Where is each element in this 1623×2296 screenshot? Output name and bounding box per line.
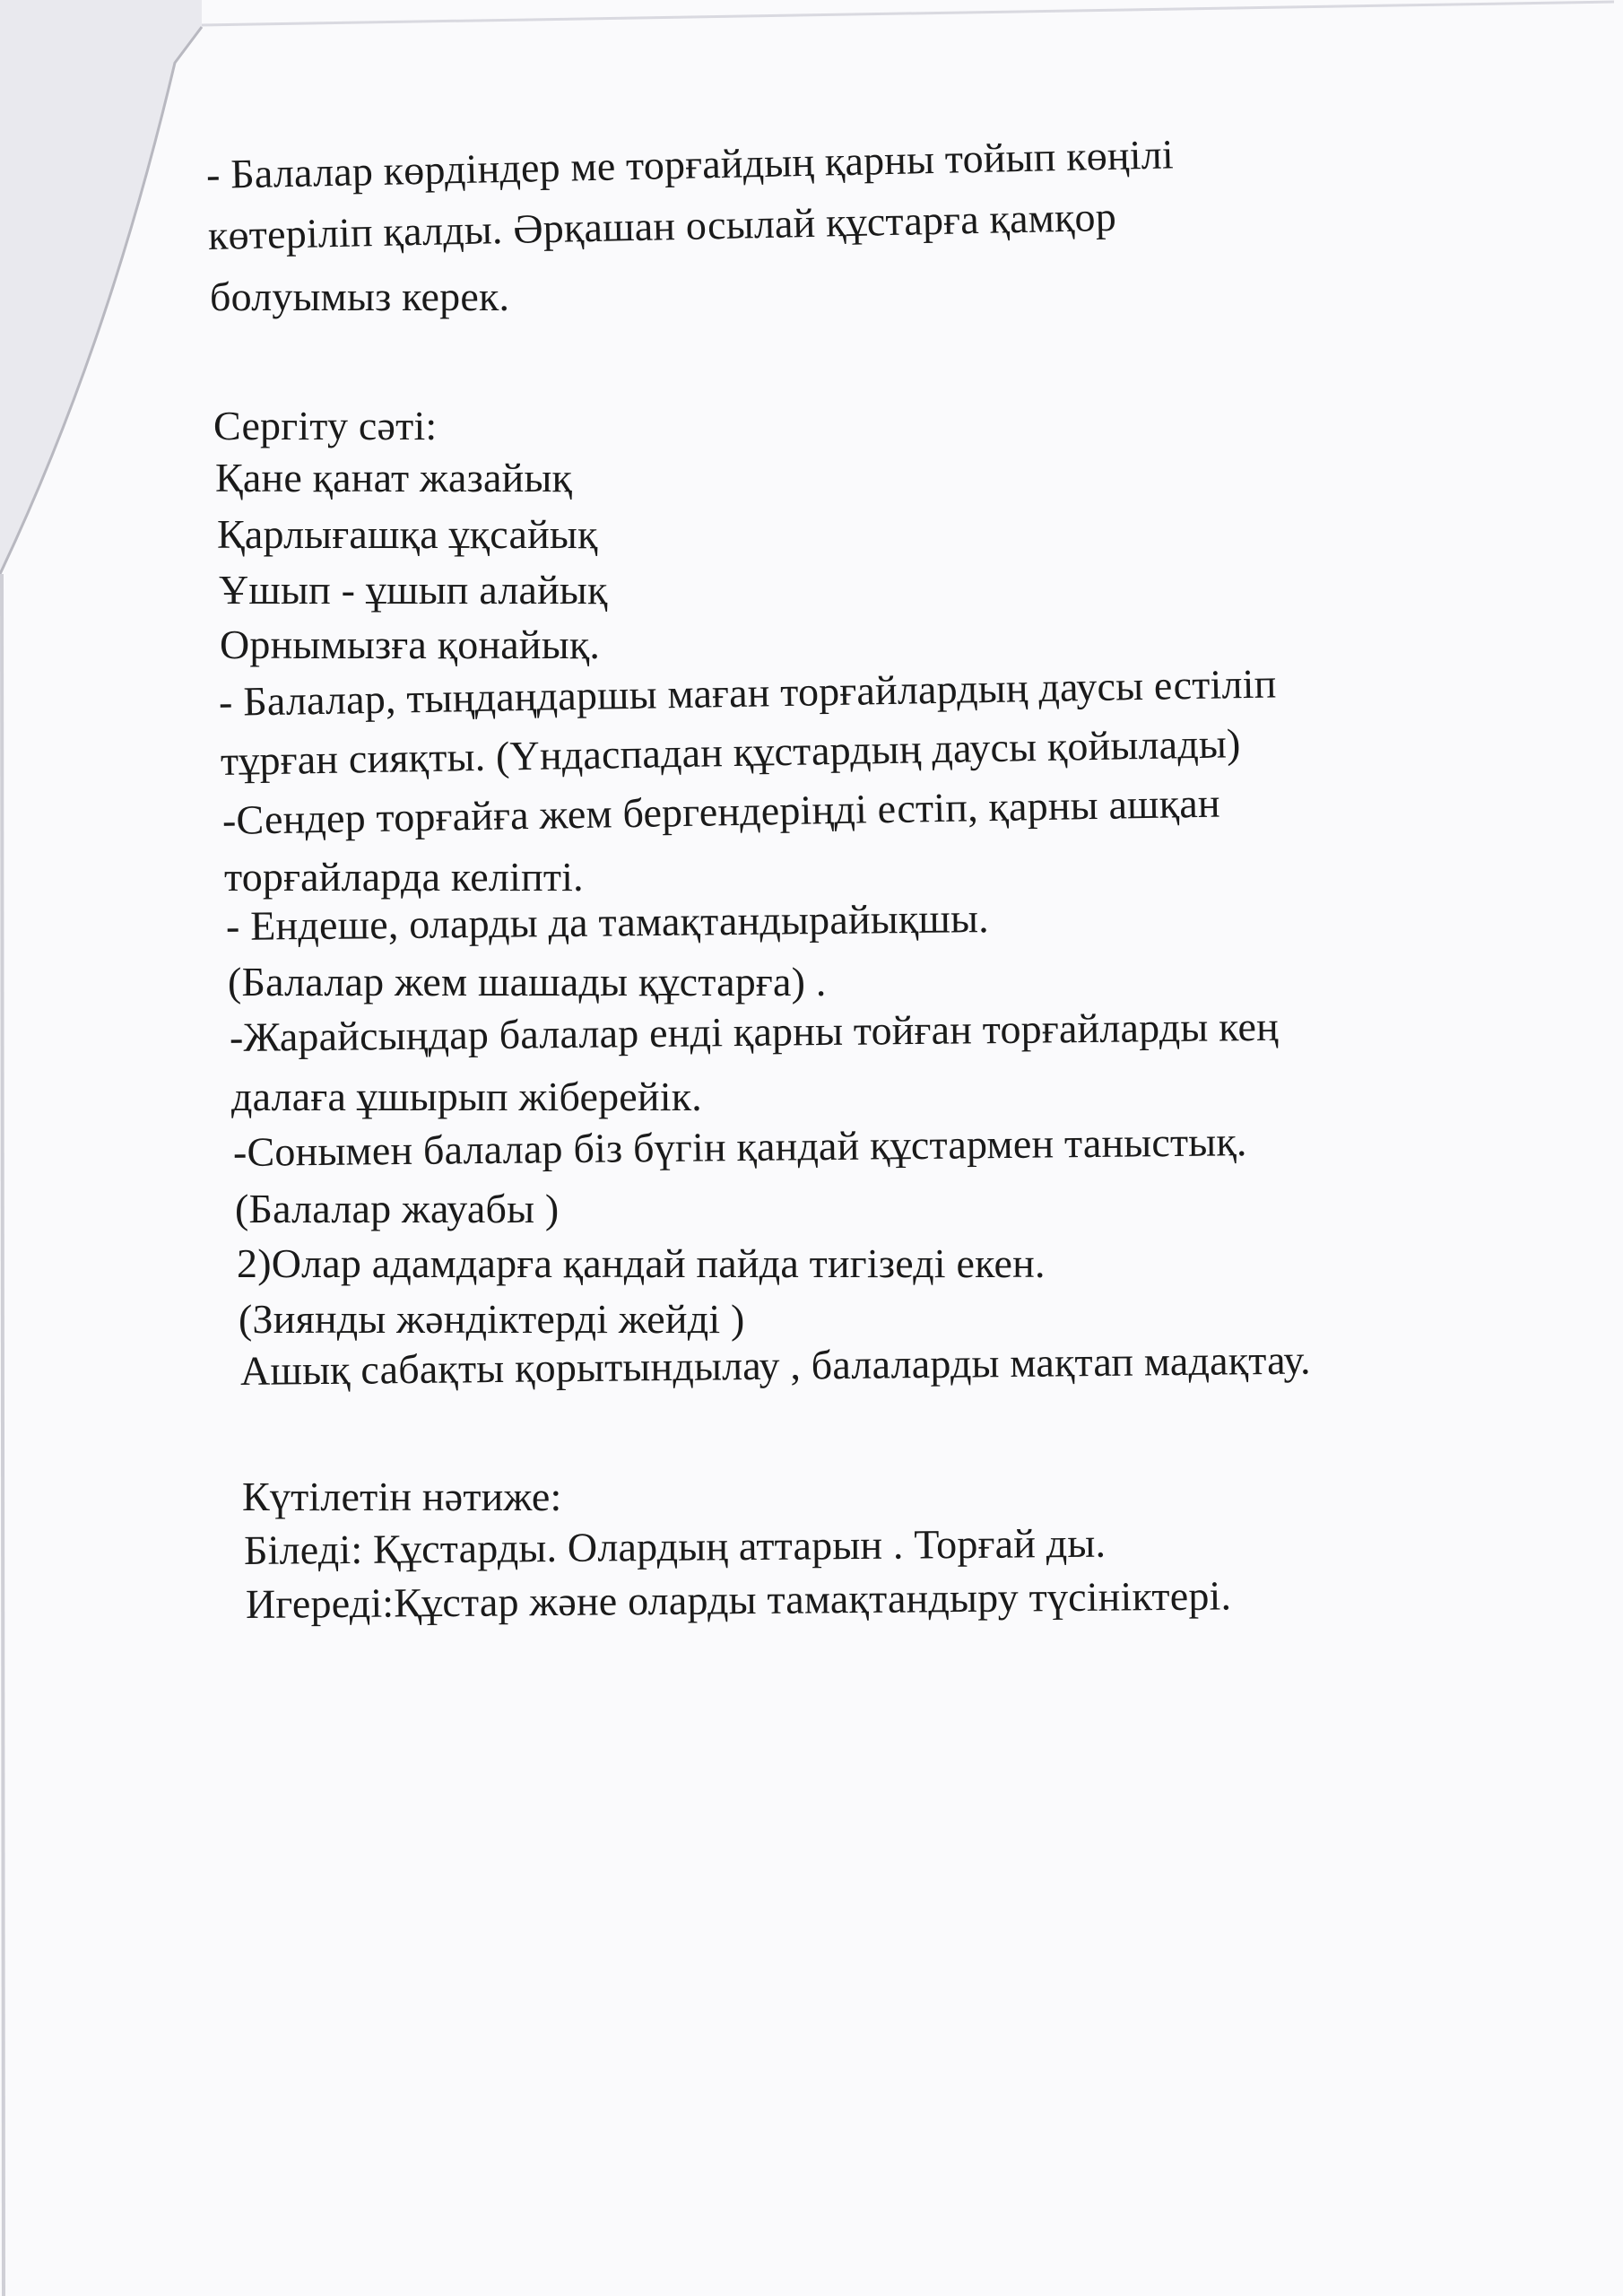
results-line: Игереді:Құстар және оларды тамақтандыру түсініктері. <box>245 1572 1232 1627</box>
poem-line: Орнымызға қонайық. <box>220 622 601 667</box>
dialogue-line: -Жарайсыңдар балалар енді қарны тойған торғайларды кең <box>229 1003 1280 1060</box>
paragraph-line: болуымыз керек. <box>210 274 510 319</box>
dialogue-line: -Сендер торғайға жем бергендеріңді естіп, қарны ашқан <box>221 779 1221 843</box>
results-title: Күтілетін нәтиже: <box>242 1474 562 1519</box>
dialogue-line: (Балалар жем шашады құстарға) . <box>228 959 827 1004</box>
poem-line: Қарлығашқа ұқсайық <box>217 511 598 557</box>
dialogue-line: далаға ұшырып жіберейік. <box>231 1074 702 1119</box>
dialogue-line: (Зиянды жәндіктерді жейді ) <box>239 1296 745 1342</box>
dialogue-line: тұрған сияқты. (Үндаспадан құстардың даусы қойылады) <box>220 720 1241 784</box>
poem-line: Қане қанат жазайық <box>215 455 573 500</box>
dialogue-line: торғайларда келіпті. <box>224 854 584 900</box>
warmup-title: Сергіту сәті: <box>213 403 438 448</box>
dialogue-line: -Сонымен балалар біз бүгін қандай құстармен таныстық. <box>232 1118 1247 1175</box>
dialogue-line: (Балалар жауабы ) <box>235 1186 560 1231</box>
dialogue-line: Ашық сабақты қорытындылау , балаларды мақтап мадақтау. <box>239 1336 1311 1394</box>
poem-line: Ұшып - ұшып алайық <box>219 567 608 613</box>
dialogue-line: - Балалар, тыңдаңдаршы маған торғайлардың даусы естіліп <box>218 660 1277 725</box>
paragraph-line: - Балалар көрдіндер ме торғайдың қарны тойып көңілі <box>205 131 1175 197</box>
dialogue-line: 2)Олар адамдарға қандай пайда тигізеді екен. <box>237 1240 1046 1286</box>
dialogue-line: - Ендеше, оларды да тамақтандырайықшы. <box>225 895 990 949</box>
results-line: Біледі: Құстарды. Олардың аттарын . Торғай ды. <box>243 1519 1107 1573</box>
paragraph-line: көтеріліп қалды. Әрқашан осылай құстарға қамқор <box>207 193 1117 258</box>
